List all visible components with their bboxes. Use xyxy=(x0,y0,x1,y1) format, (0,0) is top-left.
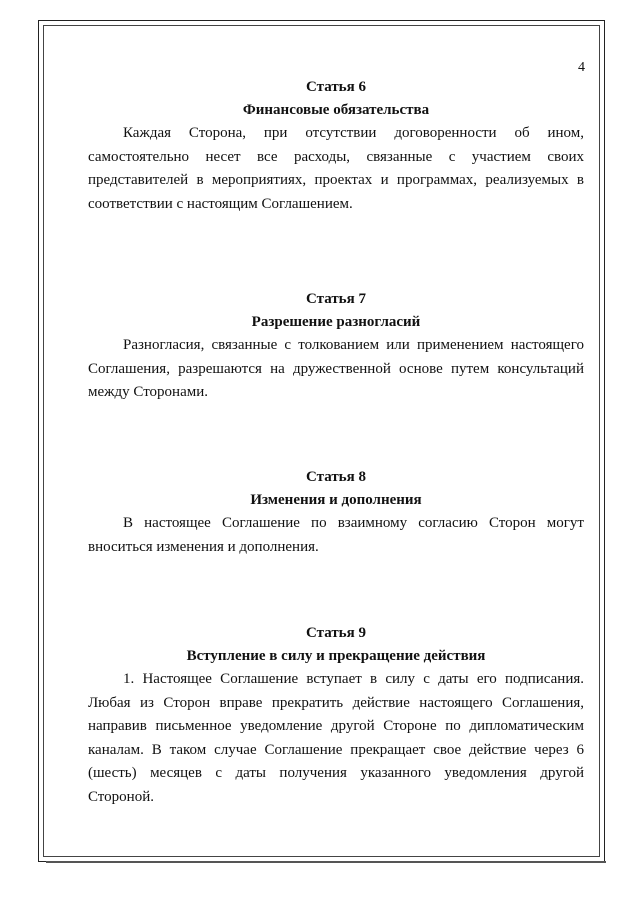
article-8 xyxy=(88,466,584,559)
article-number: Статья 6 xyxy=(306,79,366,95)
article-number: Статья 9 xyxy=(306,625,366,641)
article-text: Каждая Сторона, при отсутствии договоренности об ином, самостоятельно несет все расходы, связанные с участием своих представителей в мероприятиях, проектах и программах, реализуемых в соответствии с настоящим Соглашением. xyxy=(88,125,584,212)
page-border-shadow xyxy=(46,861,606,863)
article-title: Изменения и дополнения xyxy=(250,492,422,508)
article-9 xyxy=(88,622,584,809)
article-text: Разногласия, связанные с толкованием или применением настоящего Соглашения, разрешаются на дружественной основе путем консультаций между Сторонами. xyxy=(88,337,584,400)
page-number: 4 xyxy=(578,60,585,75)
article-text: В настоящее Соглашение по взаимному согласию Сторон могут вноситься изменения и дополнения. xyxy=(88,515,584,555)
article-title: Финансовые обязательства xyxy=(242,102,430,118)
article-7 xyxy=(88,288,584,405)
article-title: Вступление в силу и прекращение действия xyxy=(186,648,486,664)
article-number: Статья 8 xyxy=(306,469,366,485)
article-title: Разрешение разногласий xyxy=(251,314,421,330)
article-number: Статья 7 xyxy=(306,291,366,307)
article-text: 1. Настоящее Соглашение вступает в силу с даты его подписания. Любая из Сторон вправе прекратить действие настоящего Соглашения, направив письменное уведомление другой Стороне по дипломатическим каналам. В таком случае Соглашение прекращает свое действие через 6 (шесть) месяцев с даты получения указанного уведомления другой Стороной. xyxy=(88,671,584,805)
article-6 xyxy=(88,76,584,216)
